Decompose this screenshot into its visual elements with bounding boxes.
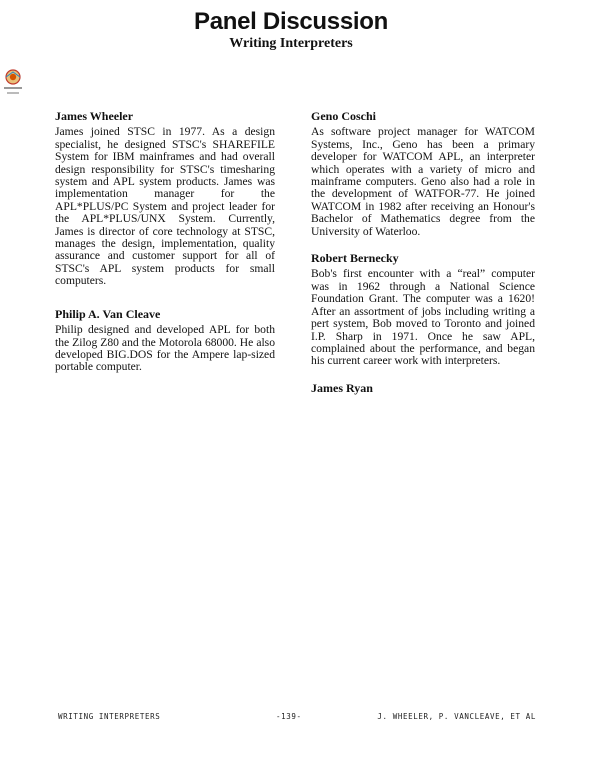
panelist-name: Geno Coschi [311,109,377,123]
page-subtitle: Writing Interpreters [229,36,353,51]
panelist-bio: As software project manager for WATCOM Systems, Inc., Geno has been a primary developer for WATCOM APL, an interpreter which operates with a variety of micro and mainframe computers. Geno also had a role in the development of WATFOR-77. He joined WATCOM in 1982 after receiving an Honour's Bachelor of Mathematics degree from the University of Waterloo. [311,125,535,238]
page-title: Panel Discussion [194,8,388,35]
publisher-logo-icon [2,68,24,98]
bio-section [311,382,535,394]
panelist-name: James Ryan [311,380,373,395]
panelist-bio: Bob's first encounter with a “real” computer was in 1962 through a National Science Foundation Grant. The computer was a 1620! After an assortment of jobs including writing a pert system, Bob moved to Toronto and joined I.P. Sharp in 1971. Once he saw APL, complained about the performance, and began his current career work with interpreters. [311,267,535,368]
bio-section [55,110,275,288]
bio-section [311,110,535,238]
bio-section [311,252,535,368]
panelist-bio: James joined STSC in 1977. As a design specialist, he designed STSC's SHAREFILE System for IBM mainframes and had overall design responsibility for STSC's timesharing system and APL system products. James was implementation manager for the APL*PLUS/PC System and project leader for the APL*PLUS/UNX System. Currently, James is director of core technology at STSC, manages the design, implementation, quality assurance and customer support for all of STSC's APL system products for small computers. [55,125,275,288]
panelist-name: Philip A. Van Cleave [55,306,161,321]
right-column [311,110,535,408]
panelist-bio: Philip designed and developed APL for both the Zilog Z80 and the Motorola 68000. He also developed BIG.DOS for the Ampere lap-sized portable computer. [55,323,275,374]
footer-authors: J. WHEELER, P. VANCLEAVE, ET AL [377,712,536,721]
page-number: -139- [276,712,302,721]
bio-section [55,308,275,374]
panelist-name: James Wheeler [55,109,134,123]
panelist-name: Robert Bernecky [311,251,399,266]
footer-section-title: WRITING INTERPRETERS [58,712,161,721]
left-column [55,110,275,394]
